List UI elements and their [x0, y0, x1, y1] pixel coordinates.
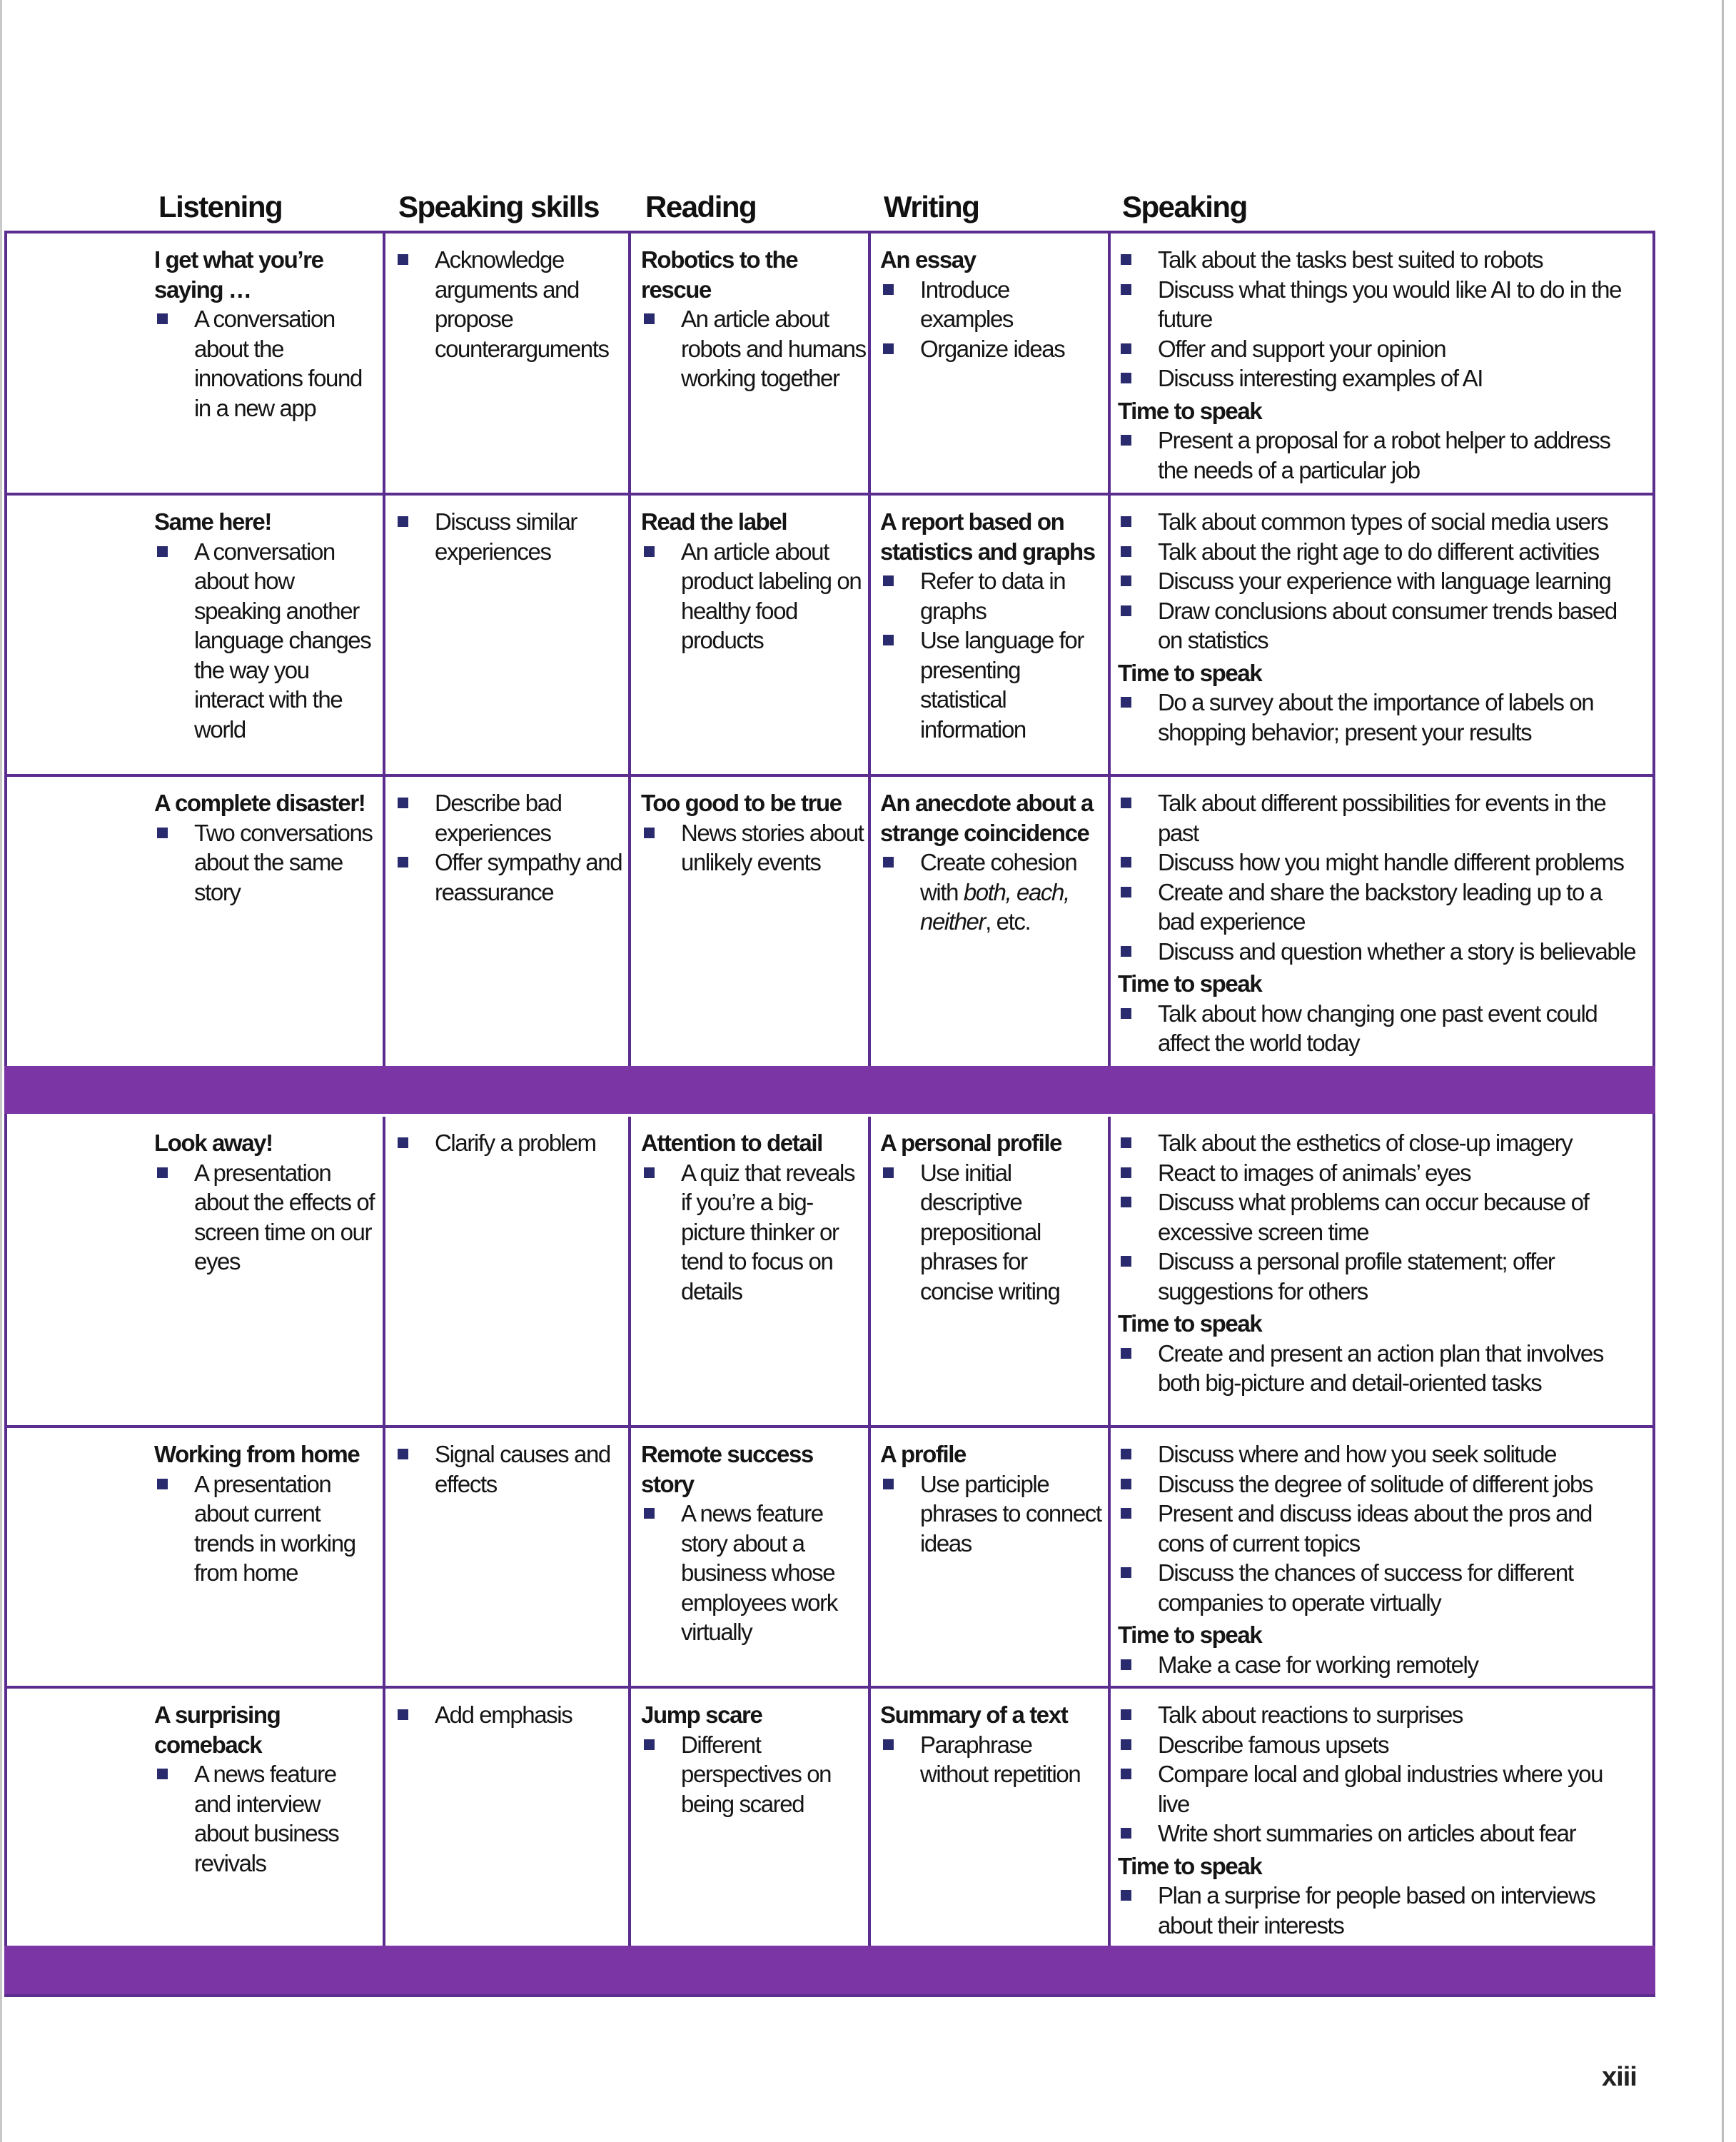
- column-divider: [628, 1117, 631, 1428]
- bullet-icon: [1121, 857, 1131, 868]
- table-row: [7, 1117, 1652, 1428]
- cell-title: Look away!: [154, 1130, 273, 1156]
- cell-listening: [154, 1117, 383, 1277]
- list-item-text: Present and discuss ideas about the pros and cons of current topics: [1158, 1500, 1593, 1557]
- list-item-text: Create and present an action plan that involves both big-picture and detail-oriented tasks: [1158, 1339, 1603, 1396]
- bullet-icon: [398, 1137, 408, 1148]
- list-item-text: Create and share the backstory leading up to a bad experience: [1158, 878, 1602, 935]
- bullet-icon: [644, 1167, 655, 1178]
- list-item: [395, 1439, 623, 1499]
- cell-writing: [880, 1689, 1112, 1789]
- list-item: [1118, 1819, 1639, 1849]
- cell-title: A personal profile: [880, 1130, 1062, 1156]
- list-item: [880, 275, 1105, 334]
- bullet-icon: [1121, 1008, 1131, 1019]
- list-item: [1118, 878, 1639, 937]
- cell-title: Working from home: [154, 1441, 360, 1467]
- list-item: [1118, 937, 1639, 967]
- bullet-icon: [1121, 1167, 1131, 1178]
- table-row: [7, 233, 1652, 496]
- list-item-text: Draw conclusions about consumer trends based on statistics: [1158, 597, 1617, 653]
- bullet-icon: [1121, 343, 1131, 354]
- list-item-text: Create cohesion with both, each, neither, etc.: [920, 849, 1077, 935]
- list-item: [1118, 1650, 1639, 1680]
- list-item: [641, 1499, 869, 1647]
- bullet-icon: [1121, 516, 1131, 527]
- list-item-text: Add emphasis: [435, 1701, 572, 1728]
- table-row: [7, 777, 1652, 1066]
- bullet-icon: [1121, 575, 1131, 586]
- list-item-text: Two conversations about the same story: [194, 819, 373, 905]
- list-item: [1118, 688, 1639, 747]
- list-item-text: Discuss your experience with language learning: [1158, 568, 1611, 594]
- list-item-text: Discuss the chances of success for different companies to operate virtually: [1158, 1559, 1573, 1616]
- cell-title: An anecdote about a strange coincidence: [880, 790, 1093, 846]
- list-item-text: Make a case for working remotely: [1158, 1651, 1478, 1678]
- list-item-text: React to images of animals’ eyes: [1158, 1159, 1471, 1186]
- list-item: [641, 1158, 869, 1307]
- list-item-text: News stories about unlikely events: [681, 819, 864, 875]
- bullet-icon: [1121, 1137, 1131, 1148]
- list-item-text: A news feature story about a business whose employees work virtually: [681, 1500, 837, 1645]
- cell-title: Too good to be true: [641, 790, 842, 816]
- cell-speaking: [1118, 233, 1646, 485]
- list-item: [1118, 1128, 1639, 1158]
- list-item: [154, 1759, 375, 1878]
- section-band: [4, 1066, 1655, 1114]
- cell-reading: [641, 1117, 877, 1306]
- cell-reading: [641, 777, 877, 878]
- column-divider: [383, 1117, 385, 1428]
- bullet-icon: [1121, 1479, 1131, 1489]
- bullet-icon: [1121, 1449, 1131, 1459]
- bullet-icon: [644, 1508, 655, 1519]
- list-item: [1118, 1339, 1639, 1398]
- cell-writing: [880, 1428, 1112, 1558]
- column-divider: [383, 1428, 385, 1689]
- list-item: [641, 818, 869, 878]
- page-left-edge: [0, 0, 2, 2142]
- bullet-icon: [398, 516, 408, 527]
- time-to-speak-label: Time to speak: [1118, 1310, 1262, 1337]
- list-item: [1118, 537, 1639, 567]
- list-item-text: Talk about different possibilities for events in the past: [1158, 790, 1606, 846]
- list-item: [1118, 1558, 1639, 1617]
- cell-speaking-skills: [395, 777, 630, 907]
- list-item-text: A conversation about how speaking another language changes the way you interact with the world: [194, 538, 371, 743]
- cell-listening: [154, 1689, 383, 1878]
- bullet-icon: [1121, 1739, 1131, 1750]
- header-speaking: Speaking: [1122, 190, 1247, 223]
- bullet-icon: [398, 1449, 408, 1459]
- table-row: [7, 1689, 1652, 1946]
- list-item: [1118, 1469, 1639, 1499]
- page-right-edge: [1722, 0, 1724, 2142]
- list-item: [1118, 1700, 1639, 1730]
- list-item: [1118, 788, 1639, 848]
- list-item-text: A news feature and interview about business revivals: [194, 1761, 339, 1876]
- bullet-icon: [1121, 1828, 1131, 1839]
- list-item: [154, 537, 375, 745]
- header-speaking-skills: Speaking skills: [398, 190, 599, 223]
- list-item: [880, 1469, 1105, 1559]
- list-item-text: Do a survey about the importance of labels on shopping behavior; present your results: [1158, 689, 1594, 745]
- list-item-text: Use initial descriptive prepositional phrases for concise writing: [920, 1159, 1060, 1304]
- list-item: [641, 1730, 869, 1819]
- list-item: [395, 507, 623, 566]
- bullet-icon: [1121, 1567, 1131, 1578]
- time-to-speak-label: Time to speak: [1118, 1852, 1262, 1879]
- bullet-icon: [1121, 1348, 1131, 1359]
- list-item: [395, 1128, 623, 1158]
- column-divider: [383, 1689, 385, 1946]
- cell-title: Attention to detail: [641, 1130, 822, 1156]
- cell-speaking: [1118, 1117, 1646, 1398]
- list-item: [395, 848, 623, 907]
- cell-title: Jump scare: [641, 1701, 762, 1728]
- list-item-text: Signal causes and effects: [435, 1441, 610, 1497]
- cell-speaking-skills: [395, 1117, 630, 1158]
- list-item: [880, 566, 1105, 625]
- bullet-icon: [1121, 1890, 1131, 1901]
- cell-listening: [154, 1428, 383, 1588]
- list-item-text: A presentation about current trends in working from home: [194, 1470, 355, 1586]
- bullet-icon: [883, 343, 894, 354]
- bullet-icon: [1121, 1709, 1131, 1720]
- bullet-icon: [1121, 546, 1131, 557]
- cell-title: A profile: [880, 1441, 967, 1467]
- bullet-icon: [1121, 254, 1131, 265]
- cell-title: Robotics to the rescue: [641, 246, 798, 303]
- list-item-text: An article about robots and humans working together: [681, 306, 866, 391]
- cell-title: A complete disaster!: [154, 790, 365, 816]
- cell-reading: [641, 1689, 877, 1819]
- list-item: [641, 304, 869, 393]
- cell-speaking: [1118, 1689, 1646, 1940]
- cell-reading: [641, 1428, 877, 1647]
- time-to-speak-label: Time to speak: [1118, 970, 1262, 997]
- list-item: [1118, 1439, 1639, 1469]
- list-item: [1118, 363, 1639, 393]
- cell-reading: [641, 496, 877, 655]
- bullet-icon: [1121, 605, 1131, 616]
- bullet-icon: [1121, 946, 1131, 957]
- list-item-text: Organize ideas: [920, 335, 1065, 362]
- cell-writing: [880, 233, 1112, 363]
- bullet-icon: [1121, 435, 1131, 446]
- list-item-text: A quiz that reveals if you’re a big-picture thinker or tend to focus on details: [681, 1159, 855, 1304]
- list-item-text: Different perspectives on being scared: [681, 1731, 832, 1817]
- list-item-text: Talk about the esthetics of close-up imagery: [1158, 1130, 1573, 1156]
- cell-title: An essay: [880, 246, 976, 273]
- bullet-icon: [1121, 798, 1131, 808]
- bullet-icon: [157, 828, 168, 838]
- list-item-text: Discuss similar experiences: [435, 508, 577, 565]
- bullet-icon: [1121, 887, 1131, 897]
- list-item-text: Present a proposal for a robot helper to address the needs of a particular job: [1158, 427, 1610, 483]
- bullet-icon: [1121, 1197, 1131, 1207]
- bullet-icon: [398, 254, 408, 265]
- bullet-icon: [1121, 373, 1131, 383]
- list-item-text: Discuss what problems can occur because of excessive screen time: [1158, 1189, 1589, 1245]
- list-item: [880, 1158, 1105, 1307]
- bullet-icon: [883, 1167, 894, 1178]
- list-item: [880, 334, 1105, 364]
- list-item-text: Discuss a personal profile statement; offer suggestions for others: [1158, 1248, 1555, 1304]
- cell-title: A surprising comeback: [154, 1701, 281, 1758]
- cell-listening: [154, 777, 383, 907]
- column-divider: [383, 777, 385, 1066]
- table-row: [7, 496, 1652, 777]
- list-item-text: Discuss how you might handle different problems: [1158, 849, 1624, 875]
- list-item: [880, 848, 1105, 937]
- list-item-text: Discuss and question whether a story is believable: [1158, 937, 1636, 965]
- cell-speaking-skills: [395, 1689, 630, 1730]
- bullet-icon: [883, 635, 894, 645]
- cell-listening: [154, 233, 383, 423]
- list-item-text: Paraphrase without repetition: [920, 1731, 1081, 1787]
- list-item: [1118, 848, 1639, 878]
- list-item-text: Use participle phrases to connect ideas: [920, 1470, 1101, 1557]
- bullet-icon: [644, 1739, 655, 1750]
- cell-speaking-skills: [395, 1428, 630, 1499]
- list-item: [395, 788, 623, 848]
- bullet-icon: [883, 1479, 894, 1489]
- list-item-text: A presentation about the effects of screen time on our eyes: [194, 1159, 375, 1274]
- header-listening: Listening: [158, 190, 283, 223]
- list-item-text: Describe bad experiences: [435, 790, 562, 846]
- bullet-icon: [644, 546, 655, 557]
- syllabus-table: [4, 231, 1655, 1997]
- list-item-text: Offer and support your opinion: [1158, 335, 1446, 362]
- list-item: [154, 304, 375, 423]
- bullet-icon: [883, 857, 894, 868]
- cell-writing: [880, 1117, 1112, 1306]
- list-item: [154, 818, 375, 907]
- list-item: [1118, 1730, 1639, 1760]
- bullet-icon: [1121, 1508, 1131, 1519]
- cell-speaking-skills: [395, 496, 630, 566]
- list-item-text: Describe famous upsets: [1158, 1731, 1389, 1758]
- list-item-text: Plan a surprise for people based on interviews about their interests: [1158, 1882, 1595, 1939]
- bullet-icon: [1121, 284, 1131, 295]
- list-item-text: Introduce examples: [920, 276, 1014, 332]
- bullet-icon: [644, 313, 655, 324]
- bullet-icon: [883, 575, 894, 586]
- list-item-text: Talk about the tasks best suited to robots: [1158, 246, 1543, 273]
- list-item-text: Clarify a problem: [435, 1130, 596, 1156]
- time-to-speak-label: Time to speak: [1118, 659, 1262, 686]
- list-item-text: Talk about how changing one past event could affect the world today: [1158, 1000, 1598, 1056]
- cell-speaking-skills: [395, 233, 630, 363]
- cell-title: Same here!: [154, 508, 271, 535]
- list-item: [1118, 999, 1639, 1058]
- header-reading: Reading: [645, 190, 757, 223]
- column-divider: [383, 233, 385, 496]
- column-headers: [0, 187, 1656, 230]
- bullet-icon: [1121, 1769, 1131, 1779]
- cell-speaking: [1118, 1428, 1646, 1679]
- list-item: [395, 245, 623, 363]
- bullet-icon: [157, 313, 168, 324]
- list-item: [1118, 426, 1639, 485]
- bullet-icon: [644, 828, 655, 838]
- list-item-text: Discuss where and how you seek solitude: [1158, 1441, 1557, 1467]
- cell-title: Read the label: [641, 508, 787, 535]
- bullet-icon: [157, 1769, 168, 1779]
- bullet-icon: [883, 284, 894, 295]
- bullet-icon: [398, 1709, 408, 1720]
- list-item: [1118, 1247, 1639, 1306]
- bullet-icon: [1121, 1256, 1131, 1267]
- list-item-text: Write short summaries on articles about fear: [1158, 1820, 1576, 1846]
- cell-listening: [154, 496, 383, 744]
- list-item: [1118, 596, 1639, 655]
- section-band: [4, 1946, 1655, 1994]
- column-divider: [383, 496, 385, 777]
- list-item-text: Discuss what things you would like AI to do in the future: [1158, 276, 1622, 332]
- cell-title: Remote success story: [641, 1441, 813, 1497]
- cell-writing: [880, 777, 1112, 937]
- list-item: [1118, 275, 1639, 334]
- list-item-text: An article about product labeling on healthy food products: [681, 538, 862, 653]
- bullet-icon: [1121, 697, 1131, 708]
- list-item-text: Talk about common types of social media users: [1158, 508, 1608, 535]
- list-item-text: Acknowledge arguments and propose counterarguments: [435, 246, 609, 362]
- list-item: [1118, 1187, 1639, 1247]
- list-item: [395, 1700, 623, 1730]
- table-row: [7, 1428, 1652, 1689]
- list-item-text: Compare local and global industries where you live: [1158, 1761, 1603, 1817]
- cell-reading: [641, 233, 877, 393]
- list-item: [1118, 507, 1639, 537]
- bullet-icon: [157, 1167, 168, 1178]
- cell-title: I get what you’re saying …: [154, 246, 323, 303]
- list-item-text: Use language for presenting statistical information: [920, 627, 1084, 743]
- cell-writing: [880, 496, 1112, 744]
- list-item: [1118, 566, 1639, 596]
- bullet-icon: [883, 1739, 894, 1750]
- list-item: [1118, 1158, 1639, 1188]
- list-item: [154, 1469, 375, 1588]
- time-to-speak-label: Time to speak: [1118, 397, 1262, 424]
- list-item: [880, 1730, 1105, 1789]
- list-item-text: Talk about reactions to surprises: [1158, 1701, 1463, 1728]
- bullet-icon: [398, 798, 408, 808]
- list-item: [1118, 334, 1639, 364]
- list-item-text: Talk about the right age to do different activities: [1158, 538, 1599, 565]
- list-item-text: Discuss interesting examples of AI: [1158, 365, 1483, 391]
- bullet-icon: [157, 1479, 168, 1489]
- bullet-icon: [157, 546, 168, 557]
- list-item-text: Offer sympathy and reassurance: [435, 849, 622, 905]
- bullet-icon: [398, 857, 408, 868]
- list-item: [1118, 1759, 1639, 1819]
- list-item-text: Refer to data in graphs: [920, 568, 1066, 624]
- list-item: [1118, 1881, 1639, 1940]
- page-number: xiii: [1602, 2062, 1637, 2092]
- list-item: [641, 537, 869, 655]
- cell-title: A report based on statistics and graphs: [880, 508, 1095, 565]
- time-to-speak-label: Time to speak: [1118, 1621, 1262, 1648]
- cell-speaking: [1118, 496, 1646, 747]
- list-item: [880, 625, 1105, 744]
- list-item: [1118, 245, 1639, 275]
- bullet-icon: [1121, 1659, 1131, 1670]
- header-writing: Writing: [884, 190, 979, 223]
- cell-title: Summary of a text: [880, 1701, 1068, 1728]
- list-item: [154, 1158, 375, 1277]
- list-item: [1118, 1499, 1639, 1558]
- list-item-text: Discuss the degree of solitude of different jobs: [1158, 1470, 1593, 1497]
- list-item-text: A conversation about the innovations found in a new app: [194, 306, 362, 421]
- cell-speaking: [1118, 777, 1646, 1058]
